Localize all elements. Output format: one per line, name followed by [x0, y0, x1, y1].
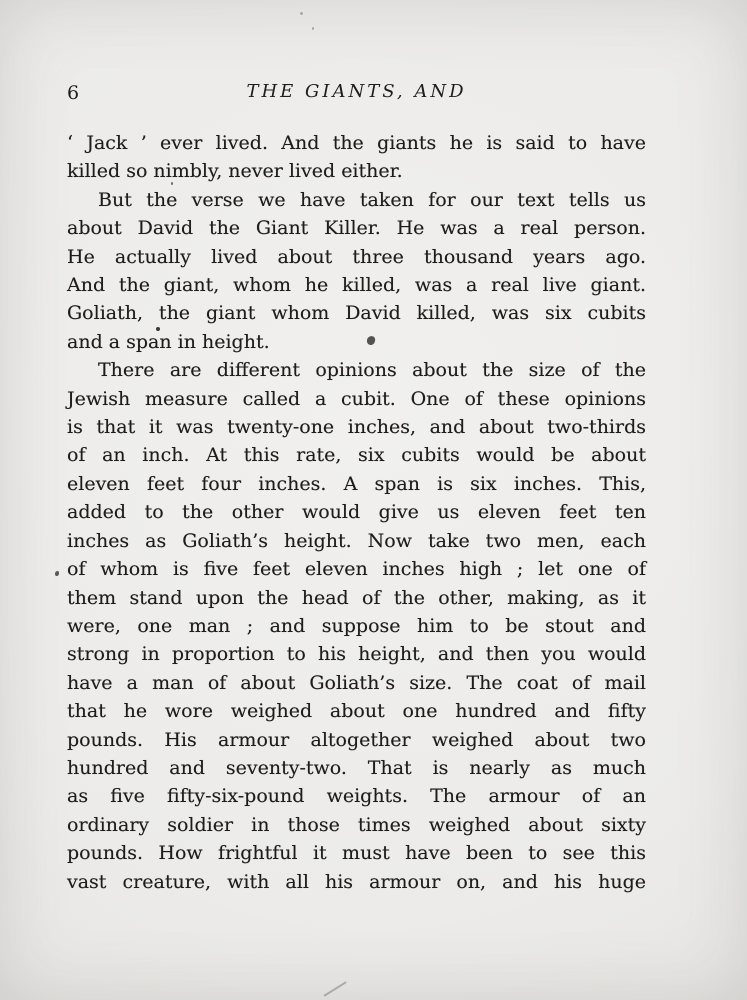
text-line: pounds. His armour altogether weighed about two — [67, 728, 646, 751]
text-line: as five fifty-six-pound weights. The armour of an — [67, 785, 646, 808]
text-block — [67, 129, 646, 896]
text-line: Goliath, the giant whom David killed, was six cubits — [67, 302, 646, 325]
text-line: He actually lived about three thousand years ago. — [67, 245, 646, 268]
text-line: pounds. How frightful it must have been to see this — [67, 842, 646, 865]
text-line: of an inch. At this rate, six cubits would be about — [67, 444, 646, 467]
text-line: of whom is five feet eleven inches high ; let one of — [67, 558, 646, 581]
text-line: ordinary soldier in those times weighed about sixty — [67, 813, 646, 836]
text-line: about David the Giant Killer. He was a real person. — [67, 217, 646, 240]
text-line: that he wore weighed about one hundred and fifty — [67, 700, 646, 723]
text-line: killed so nimbly, never lived either. — [67, 160, 403, 183]
text-line: were, one man ; and suppose him to be stout and — [67, 614, 646, 637]
page-number: 6 — [67, 82, 80, 104]
text-line: them stand upon the head of the other, making, as it — [67, 586, 646, 609]
text-line: eleven feet four inches. A span is six inches. This, — [67, 472, 646, 495]
scratch-mark — [324, 981, 347, 996]
text-line: have a man of about Goliath’s size. The coat of mail — [67, 671, 646, 694]
text-line: hundred and seventy-two. That is nearly as much — [67, 756, 646, 779]
text-line: strong in proportion to his height, and then you would — [67, 643, 646, 666]
text-line: But the verse we have taken for our text tells us — [98, 188, 646, 211]
text-line: added to the other would give us eleven feet ten — [67, 501, 646, 524]
text-line: vast creature, with all his armour on, and his huge — [67, 870, 646, 893]
page-header — [67, 81, 646, 107]
running-header: THE GIANTS, AND — [246, 81, 467, 102]
text-line: ‘ Jack ’ ever lived. And the giants he is said to have — [67, 132, 646, 154]
text-line: inches as Goliath’s height. Now take two men, each — [67, 529, 646, 552]
ink-speck — [312, 27, 314, 30]
ink-speck — [300, 12, 303, 15]
text-line: is that it was twenty-one inches, and about two-thirds — [67, 416, 646, 439]
text-line: Jewish measure called a cubit. One of these opinions — [67, 387, 646, 410]
text-line: and a span in height. — [67, 330, 270, 353]
text-line: And the giant, whom he killed, was a real live giant. — [67, 274, 646, 297]
ink-speck — [55, 571, 59, 576]
text-line: There are different opinions about the size of the — [98, 359, 646, 382]
